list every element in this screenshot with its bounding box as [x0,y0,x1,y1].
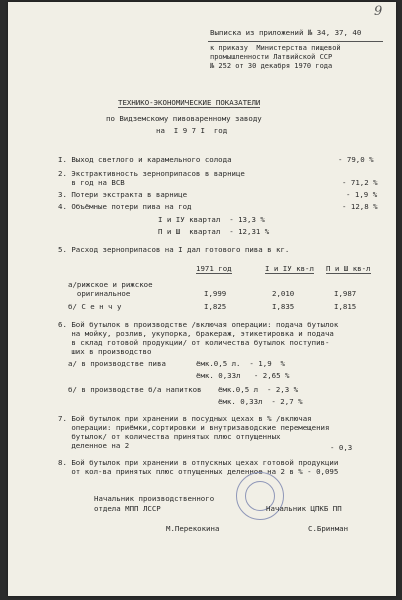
item-3-text: 3. Потери экстракта в варнице [58,190,188,199]
table-cell: I,987 [334,289,357,298]
item-2-text-2: в год на ВСВ [58,178,125,187]
document-subtitle: по Видземскому пивоваренному заводу [106,114,262,123]
item-1-text: I. Выход светлого и карамельного солода [58,155,232,164]
item-6-line: на мойку, розлив, укупорка, бракераж, этикетировка и подача [58,329,334,338]
table-row-label: а/рижское и рижское [68,280,153,289]
header-line-4: № 252 от 30 декабря 1970 года [210,62,333,70]
table-cell: I,999 [204,289,227,298]
item-6a-value-2: ёмк. 0,33л - 2,65 % [196,371,290,380]
item-6-line: 6. Бой бутылок в производстве /включая операции: подача бутылок [58,320,339,329]
table-cell: I,815 [334,302,357,311]
table-header-q1: I и IУ кв-л [265,264,314,273]
page-number: 9 [374,4,383,19]
table-header-year: 1971 год [196,264,232,273]
item-6b-label: б/ в производстве б/а напитков [68,385,202,394]
document-title: ТЕХНИКО-ЭКОНОМИЧЕСКИЕ ПОКАЗАТЕЛИ [118,98,261,107]
table-cell: 2,010 [272,289,295,298]
item-7-value: - 0,3 [330,443,353,452]
header-divider [208,41,383,42]
table-cell: I,825 [204,302,227,311]
item-5-text: 5. Расход зерноприпасов на I дал готового пива в кг. [58,245,290,254]
item-7-line: 7. Бой бутылок при хранении в посудных цехах в % /включая [58,414,312,423]
table-row-label-2: оригинальное [68,289,131,298]
item-7-line: операции: приёмки,сортировки и внутризаводские перемещения [58,423,330,432]
item-6-line: в склад готовой продукции/ от количества бутылок поступив- [58,338,330,347]
quarter-2: П и Ш квартал - 12,31 % [158,227,270,236]
signature-left-name: М.Перекокина [166,524,220,533]
table-cell: I,835 [272,302,295,311]
item-8-line: от кол-ва принятых плюс отпущенных деленное на 2 в % - 0,095 [58,467,339,476]
item-6a-value-1: ёмк.0,5 л. - 1,9 % [196,359,285,368]
header-line-1: Выписка из приложений № 34, 37, 40 [210,28,362,37]
header-line-2: к приказу Министерства пищевой [210,44,341,52]
table-row-label: б/ С е н ч у [68,302,122,311]
signature-right-title: Начальник ЦПКБ ПП [266,504,342,513]
item-1-value: - 79,0 % [338,155,374,164]
item-7-line: деленное на 2 [58,441,130,450]
quarter-1: I и IУ квартал - 13,3 % [158,215,265,224]
document-page [8,2,396,596]
header-line-3: промышленности Латвийской ССР [210,53,333,61]
item-6b-value-1: ёмк.0,5 л - 2,3 % [218,385,299,394]
item-7-line: бутылок/ от количества принятых плюс отпущенных [58,432,281,441]
signature-left-title-2: отдела МПП ЛССР [94,504,161,513]
item-6-line: ших в производство [58,347,152,356]
signature-left-title: Начальник производственного [94,494,215,503]
item-4-text: 4. Объёмные потери пива на год [58,202,192,211]
item-4-value: - 12,8 % [342,202,378,211]
item-6a-label: а/ в производстве пива [68,359,166,368]
item-3-value: - 1,9 % [346,190,378,199]
signature-right-name: С.Бринман [308,524,349,533]
table-header-q2: П и Ш кв-л [326,264,371,273]
document-year: на I 9 7 I год [156,126,228,135]
item-2-text: 2. Экстрактивность зерноприпасов в варнице [58,169,245,178]
item-8-line: 8. Бой бутылок при хранении в отпускных цехах готовой продукции [58,458,339,467]
item-2-value: - 71,2 % [342,178,378,187]
item-6b-value-2: ёмк. 0,33л - 2,7 % [218,397,303,406]
